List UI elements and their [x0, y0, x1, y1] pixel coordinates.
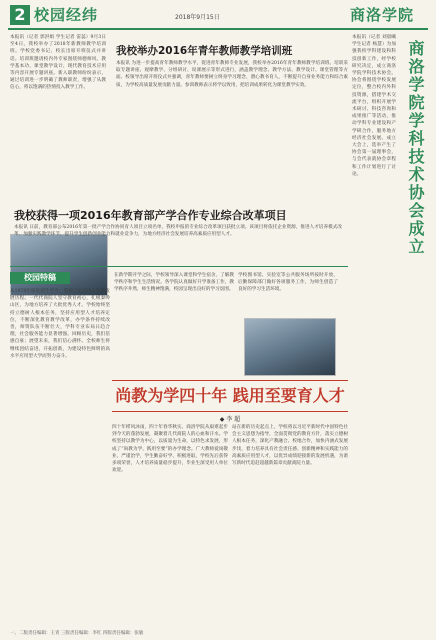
- section-divider: [10, 266, 348, 267]
- page-footer: 一、二版责任编辑：王青 三版责任编辑：李红 四版责任编辑：张敏: [10, 631, 144, 636]
- column-mid-body: 在新学期开学之际，学校领导深入课堂和学生宿舍，了解教学秩序和学生生活情况。各学院认真做好开学准备工作，教学秩序井然，师生精神饱满，校园呈现出良好的学习氛围。: [114, 273, 234, 293]
- page-number: 2: [10, 5, 30, 25]
- column-mid2-body: 学校图书馆、实验室等公共服务场所按时开放，后勤保障部门做好各项服务工作，为师生创造了良好的学习生活环境。: [238, 273, 338, 293]
- article-4-title: 我校获得一项2016年教育部产学合作专业综合改革项目: [14, 209, 287, 222]
- masthead-brand: 商洛学院: [350, 6, 415, 24]
- feature-photo: [244, 318, 336, 376]
- article-2-title: 我校举办2016年青年教师教学培训班: [116, 45, 293, 57]
- article-4-body: 本报讯 日前，教育部公布2016年第一批产学合作协同育人项目立项名单，我校申报的专业综合改革项目获批立项。该项目将依托企业资源，推进人才培养模式改革，加强实践教学环节，提升学生创新创业能力和就业竞争力，为地方经济社会发展培养高素质应用型人才。: [14, 225, 342, 238]
- feature-byline: ◆ 李 超: [219, 416, 241, 423]
- article-1-body: 本报讯（记者 郭洪娟 学生记者 雷蕊）9月3日至4日，我校举办了2018年新教师教学培训班。学校党委书记、校长出席开班仪式并讲话。培训班邀请校内外专家围绕师德师风、教学基本功、课堂教学设计、现代教育技术应用等内容开展专题讲座。新入职教师纷纷表示，通过培训进一步明确了教师职责，增强了从教信心，将以饱满的热情投入教学工作。: [10, 35, 106, 91]
- column-tag: 校园特稿: [10, 272, 70, 284]
- article-2-body: 本报讯 为进一步提高青年教师教学水平，促进青年教师专业发展，我校举办2016年青年教师教学培训班。培训采取专题讲座、观摩教学、分组研讨、说课展示等形式进行，涵盖教学理念、教学方法、教学设计、课堂管理等方面。校领导出席开班仪式并强调，青年教师要树立终身学习理念，潜心教书育人，不断提升自身业务能力和综合素质，为学校高质量发展贡献力量。参训教师表示将学以致用，把培训成果转化为课堂教学实效。: [116, 61, 348, 88]
- feature-body-2: 站在新的历史起点上，学校将以习近平新时代中国特色社会主义思想为指导，全面贯彻党的教育方针，落实立德树人根本任务，深化产教融合、校地合作，加快内涵式发展步伐，着力培养具有社会责任感、创新精神和实践能力的高素质应用型人才，以优异成绩迎接新的发展机遇，为谱写新时代追赶超越新篇章贡献商院力量。: [232, 425, 348, 467]
- article-3-vertical-title: 商洛学院学科技术协会成立: [406, 40, 425, 256]
- feature-body-1: 四十年栉风沐雨，四十年春华秋实。商洛学院从艰难起步到今天的蓬勃发展，凝聚着几代商院人的心血和汗水。学校坚持以教学为中心，以质量为生命，以特色求发展，形成了“尚教为学、践用至要”的办学理念。广大教师爱岗敬业、严谨治学，学生勤奋好学、积极进取，学校先后获得多项荣誉，人才培养质量稳步提升，毕业生深受用人单位欢迎。: [112, 425, 228, 474]
- article-3-body: 本报讯（记者 刘晨曦 学生记者 杨慧）为加强我校学科建设和科技创新工作，经学校研究决定，成立商洛学院学科技术协会。协会将围绕学校发展定位，整合校内外科技资源，搭建学术交流平台，组织开展学术研讨、科技咨询和成果推广等活动，推动学科专业建设和产学研合作，服务地方经济社会发展。成立大会上，选举产生了协会第一届理事会，与会代表就协会章程和工作计划进行了讨论。: [352, 35, 396, 177]
- section-title: 校园经纬: [34, 6, 99, 24]
- feature-title: 尚教为学四十年 践用至要育人才: [112, 380, 348, 412]
- column-left-body: 从1978年恢复招生至今，我校已走过四十年的发展历程。一代代商院人坚守教育初心，扎根秦岭山区，为地方培养了大批优秀人才。学校始终坚持立德树人根本任务，坚持应用型人才培养定位，不断深化教育教学改革，办学条件持续改善，师资队伍不断壮大，学科专业布局日趋合理，社会服务能力显著增强。回顾历史，我们倍感自豪；展望未来，我们信心满怀。全校师生将继续团结奋进，开拓创新，为建设特色鲜明的高水平应用型大学而努力奋斗。: [10, 289, 110, 359]
- issue-date: 2018年9月15日: [175, 14, 220, 21]
- header-divider: [8, 28, 428, 30]
